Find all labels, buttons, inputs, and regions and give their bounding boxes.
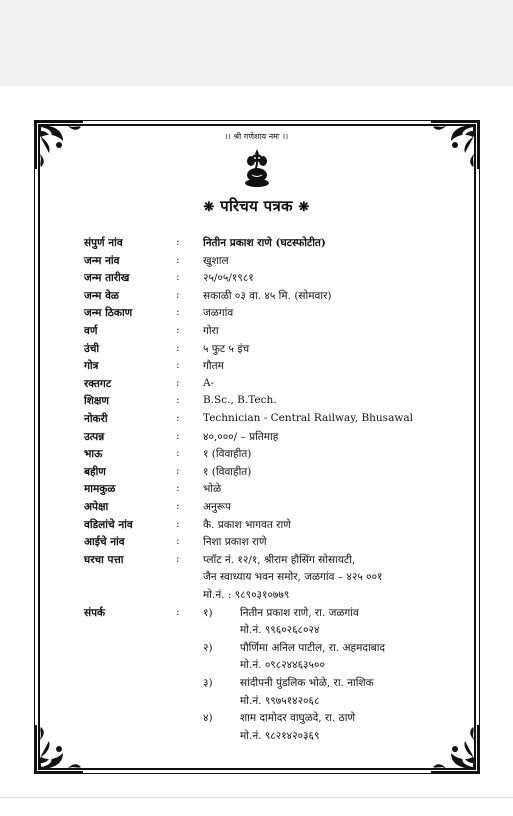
contact-phone: मो.नं. ९८२१४२०३६९ [240,729,320,742]
detail-colon: : [176,464,180,477]
detail-colon: : [176,552,180,565]
detail-colon: : [176,376,180,389]
detail-row [0,359,513,377]
detail-colon: : [176,394,180,407]
title-text: परिचय पत्रक [220,197,293,215]
detail-value: Technician - Central Railway, Bhusawal [203,412,413,424]
detail-row [0,430,513,448]
detail-row [0,553,513,571]
detail-value: भोळे [203,483,222,496]
corner-ornament-icon [33,723,85,775]
detail-label: वर्ण [84,325,98,337]
contact-number-marker: ३) [203,677,213,689]
star-ornament-icon: ❋ [203,200,215,215]
detail-label: नोकरी [84,413,108,425]
detail-colon: : [176,605,180,618]
detail-value: A- [203,376,215,389]
detail-label: जन्म ठिकाण [84,307,133,320]
detail-colon: : [176,482,180,495]
detail-value: अनुरूप [203,501,231,513]
detail-colon: : [176,429,180,442]
browser-top-bar [0,0,513,86]
detail-label: मामकुळ [84,483,116,496]
detail-row [0,535,513,553]
detail-value: १ (विवाहीत) [203,465,252,478]
detail-label: गोत्र [84,360,99,373]
contact-name: पौर्णिमा अनिल पाटील, रा. अहमदाबाद [240,641,385,654]
contact-phone: मो.नं. ९९७५१४२०६८ [240,694,320,707]
contact-name: सांदीपनी पुंडलिक भोळे, रा. नाशिक [240,677,374,689]
detail-colon: : [176,412,180,424]
detail-row [0,500,513,518]
detail-label: बहीण [84,465,106,478]
detail-value: सकाळी ०३ वा. ४५ मि. (सोमवार) [203,289,332,302]
contact-number-marker: २) [203,641,213,654]
detail-label: शिक्षण [84,395,109,408]
detail-label: रक्तगट [84,377,112,390]
ganesha-icon [244,148,270,188]
corner-ornament-icon [429,723,481,775]
detail-label: जन्म नांव [84,254,120,267]
detail-label: जन्म तारीख [84,272,130,285]
detail-value: जळगांव [203,307,234,320]
detail-label: वडिलांचे नांव [84,518,133,531]
detail-row [0,289,513,307]
detail-row [0,342,513,360]
detail-label: संपुर्ण नांव [84,237,123,249]
address-line: मो.नं. : ९८९०३१०७७९ [203,589,290,601]
invocation-text: ।। श्री गणेशाय नमः ।। [224,132,289,141]
contact-name: नितीन प्रकाश राणे, रा. जळगांव [240,606,359,619]
detail-colon: : [176,500,180,512]
detail-value: नितीन प्रकाश राणे (घटस्फोटीत) [203,237,326,249]
detail-row [0,482,513,500]
detail-row [0,412,513,430]
detail-row [0,306,513,324]
detail-value: ४०,०००/ – प्रतिमाह [203,430,279,443]
contact-name: शाम दामोदर वाघुळदे, रा. ठाणे [240,712,356,725]
detail-colon: : [176,517,180,530]
detail-value: प्लॉट नं. १२/१, श्रीराम हौसिंग सोसायटी, [203,553,356,566]
detail-colon: : [176,236,180,248]
detail-row [0,394,513,412]
detail-row [0,447,513,465]
detail-row [0,518,513,536]
corner-ornament-icon [429,119,481,171]
detail-row [0,254,513,272]
detail-colon: : [176,535,180,548]
detail-colon: : [176,306,180,319]
detail-value: ५ फुट ५ इंच [203,342,250,355]
detail-value: १ (विवाहीत) [203,448,252,461]
detail-value: खुशाल [203,254,229,267]
contact-phone: मो.नं. ०९८२४४६३५०० [240,659,325,672]
address-line: जैन स्वाध्याय भवन समोर, जळगांव – ४२५ ००१ [203,571,383,584]
detail-label: उत्पन्न [84,430,105,443]
detail-colon: : [176,359,180,372]
detail-label: अपेक्षा [84,501,109,513]
contact-number-marker: १) [203,606,213,619]
detail-row [0,271,513,289]
contact-number-marker: ४) [203,712,213,725]
detail-label: घरचा पत्ता [84,553,124,566]
star-ornament-icon: ❋ [298,200,310,215]
detail-label: आईचे नांव [84,536,125,549]
detail-row [0,377,513,395]
contact-phone: मो.नं. ९९६०२६८०२४ [240,624,320,637]
document-title [0,196,513,216]
detail-value: निशा प्रकाश राणे [203,536,267,549]
detail-colon: : [176,271,180,284]
detail-label: भाऊ [84,448,103,461]
detail-colon: : [176,288,180,301]
detail-value: २५/०५/१९८१ [203,272,254,285]
detail-value: गोरा [203,325,219,337]
detail-row [0,236,513,254]
detail-row [0,324,513,342]
detail-value: कै. प्रकाश भागवत राणे [203,518,291,531]
detail-row [0,465,513,483]
detail-colon: : [176,447,180,460]
corner-ornament-icon [33,119,85,171]
detail-label: जन्म वेळ [84,289,119,302]
detail-value: गौतम [203,360,224,373]
detail-colon: : [176,253,180,266]
detail-value: B.Sc., B.Tech. [203,394,277,407]
detail-colon: : [176,341,180,354]
detail-label: उंची [84,342,100,355]
detail-colon: : [176,324,180,336]
contact-label: संपर्क [84,606,106,619]
page-divider [0,797,513,798]
